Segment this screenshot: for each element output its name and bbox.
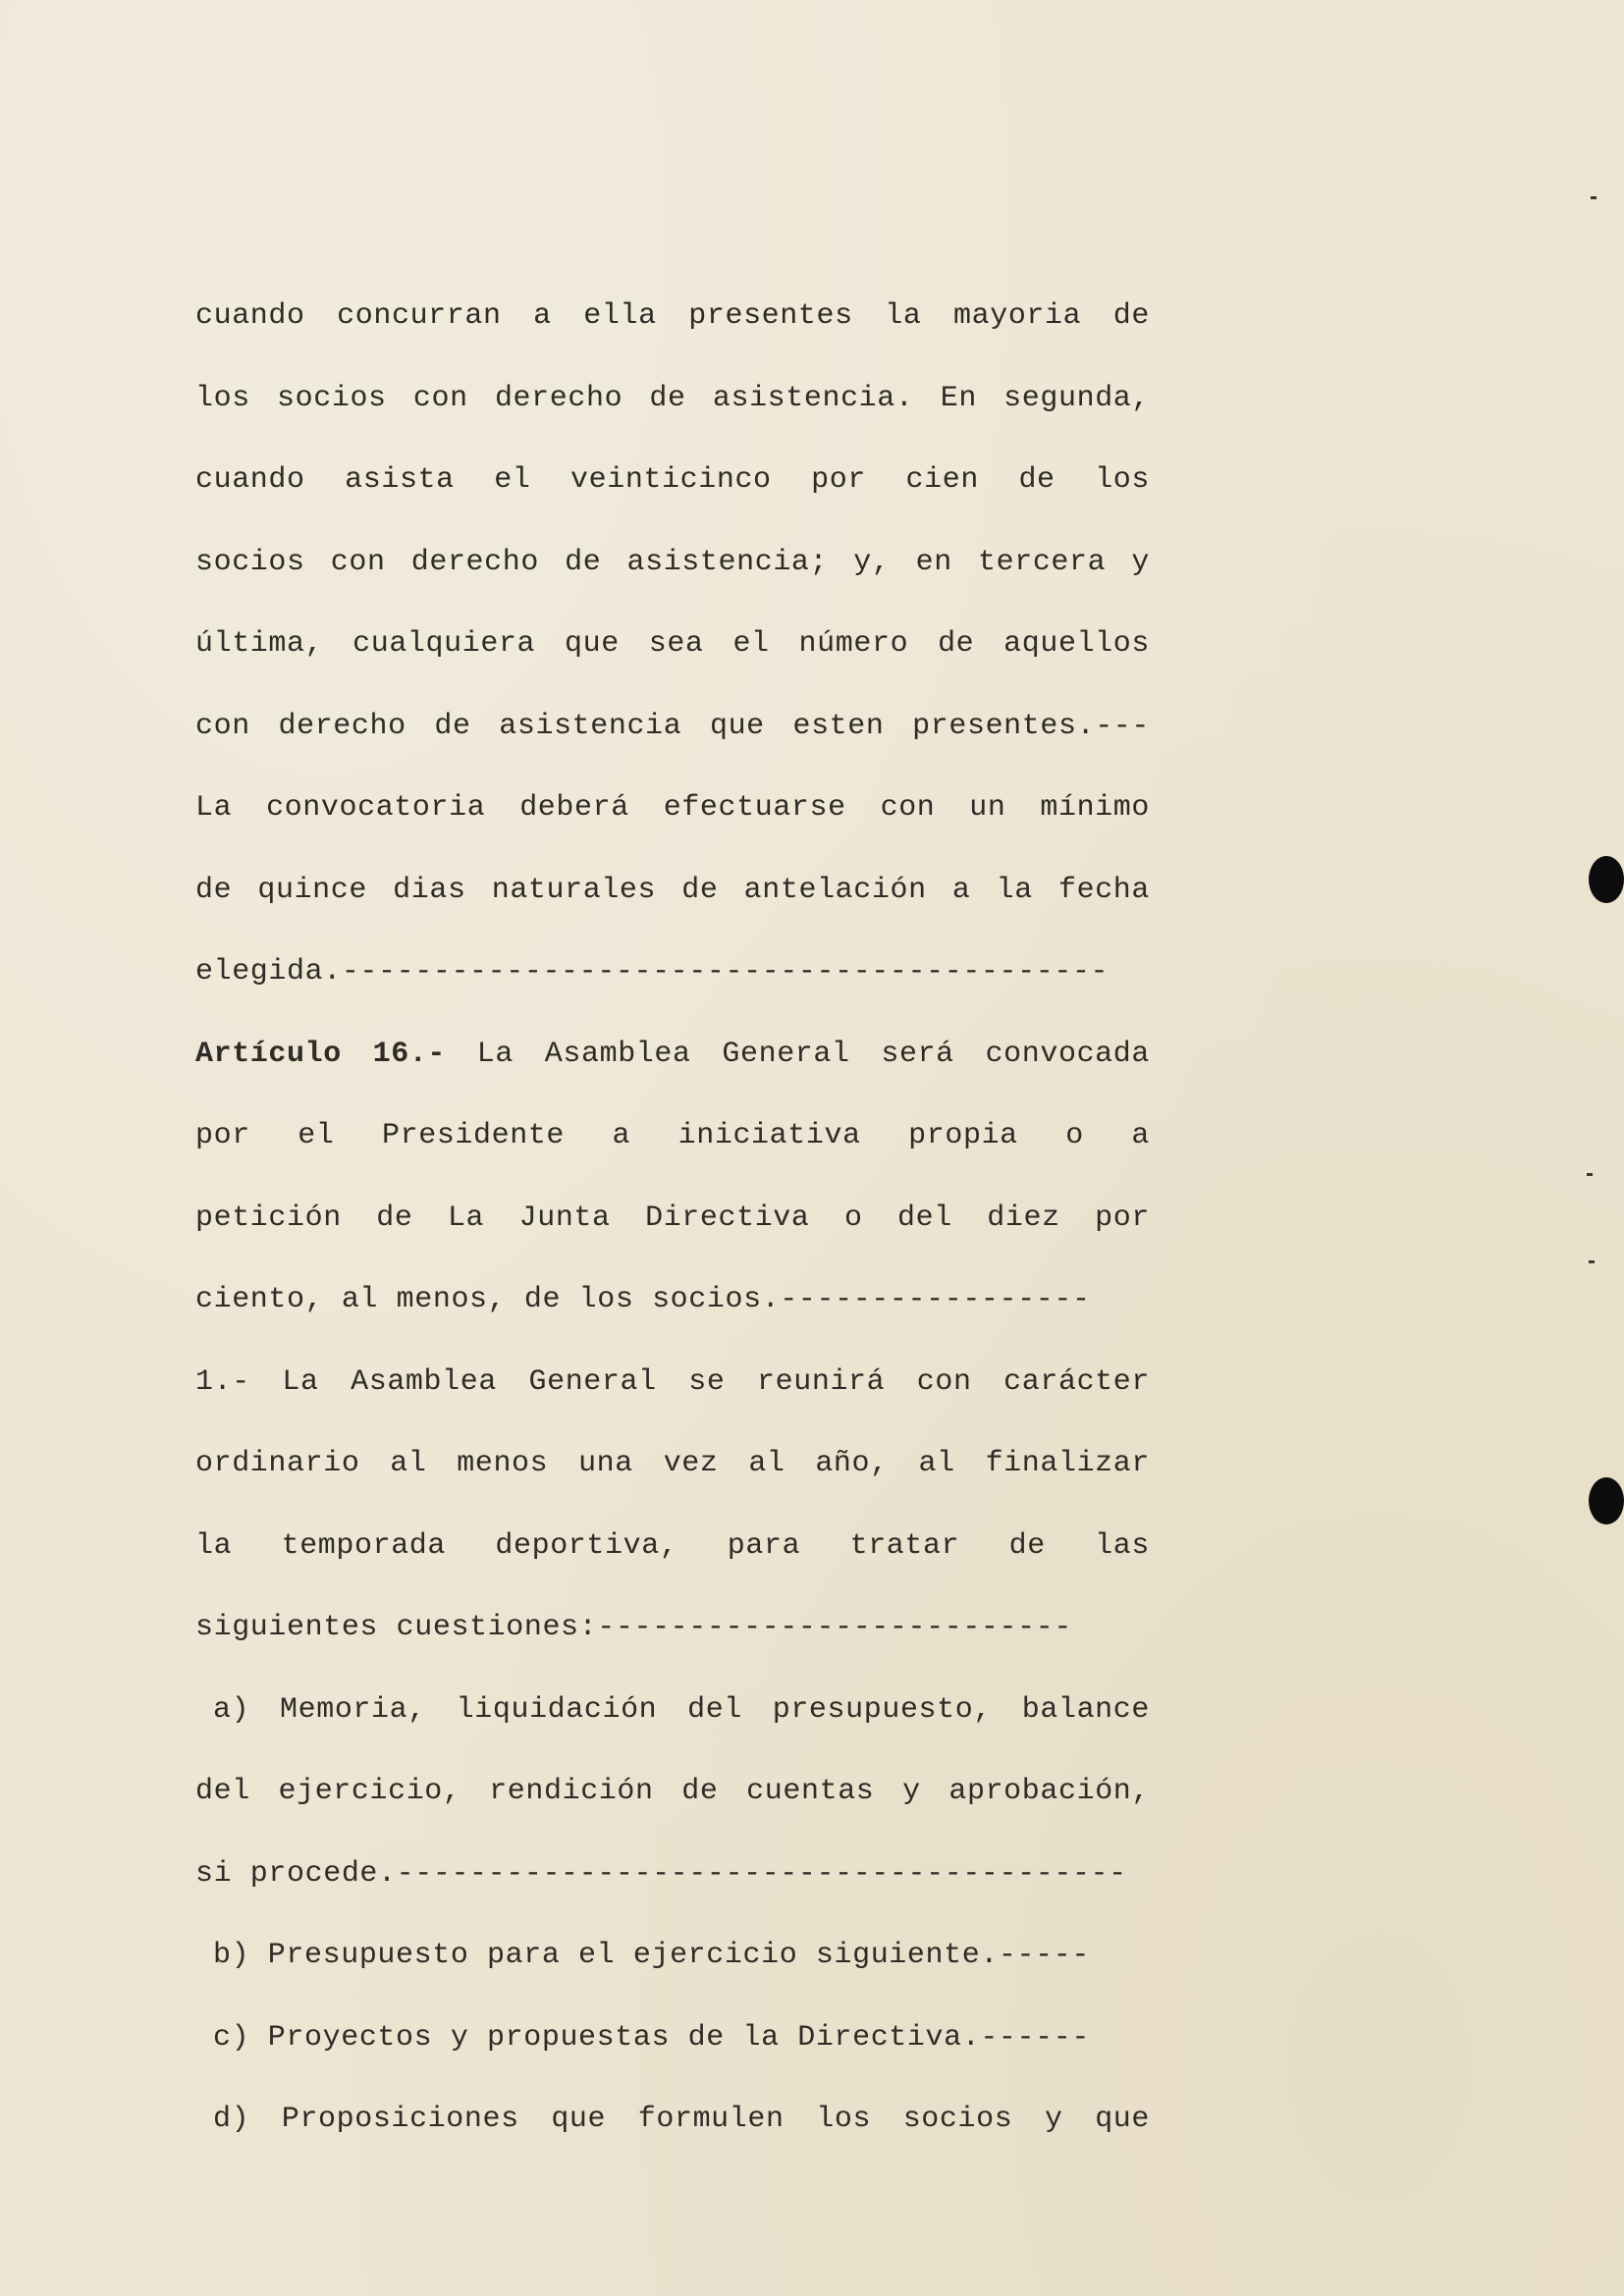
punch-hole-upper: [1589, 856, 1624, 903]
list-item-c: c) Proyectos y propuestas de la Directiva.------: [213, 2020, 1090, 2055]
text-line: si procede.----------------------------------------: [195, 1856, 1127, 1891]
article-16-label: Artículo 16.-: [195, 1037, 447, 1071]
text-line: cuando concurran a ella presentes la mayoria de: [195, 299, 1150, 333]
text-line: con derecho de asistencia que esten presentes.---: [195, 709, 1150, 743]
edge-mark: [1589, 1260, 1595, 1263]
text-line: cuando asista el veinticinco por cien de los: [195, 463, 1150, 497]
text-line: siguientes cuestiones:--------------------------: [195, 1611, 1072, 1644]
text-line: La convocatoria deberá efectuarse con un mínimo: [195, 791, 1150, 825]
text-line: ordinario al menos una vez al año, al finalizar: [195, 1447, 1150, 1480]
edge-mark: [1591, 196, 1597, 199]
punch-hole-lower: [1589, 1477, 1624, 1524]
article-16-heading-line: [195, 1029, 1150, 1111]
list-item-b: b) Presupuesto para el ejercicio siguiente.-----: [213, 1939, 1090, 1972]
text-line: petición de La Junta Directiva o del diez por: [195, 1201, 1150, 1235]
list-item-d: d) Proposiciones que formulen los socios y que: [213, 2103, 1150, 2136]
text-line: 1.- La Asamblea General se reunirá con carácter: [195, 1364, 1150, 1399]
list-item-a: a) Memoria, liquidación del presupuesto, balance: [213, 1692, 1150, 1727]
text-line: del ejercicio, rendición de cuentas y aprobación,: [195, 1775, 1150, 1808]
edge-mark: [1587, 1173, 1593, 1176]
document-body: [195, 291, 1150, 2176]
text-line: los socios con derecho de asistencia. En segunda,: [195, 381, 1150, 415]
text-line: de quince dias naturales de antelación a la fecha: [195, 873, 1150, 907]
text-line: la temporada deportiva, para tratar de las: [195, 1528, 1150, 1563]
text-line: socios con derecho de asistencia; y, en tercera y: [195, 545, 1150, 579]
article-16-text: La Asamblea General será convocada: [476, 1037, 1150, 1071]
text-line: ciento, al menos, de los socios.-----------------: [195, 1283, 1091, 1316]
text-line: por el Presidente a iniciativa propia o a: [195, 1119, 1150, 1152]
text-line: última, cualquiera que sea el número de aquellos: [195, 627, 1150, 661]
text-line: elegida.------------------------------------------: [195, 955, 1110, 988]
